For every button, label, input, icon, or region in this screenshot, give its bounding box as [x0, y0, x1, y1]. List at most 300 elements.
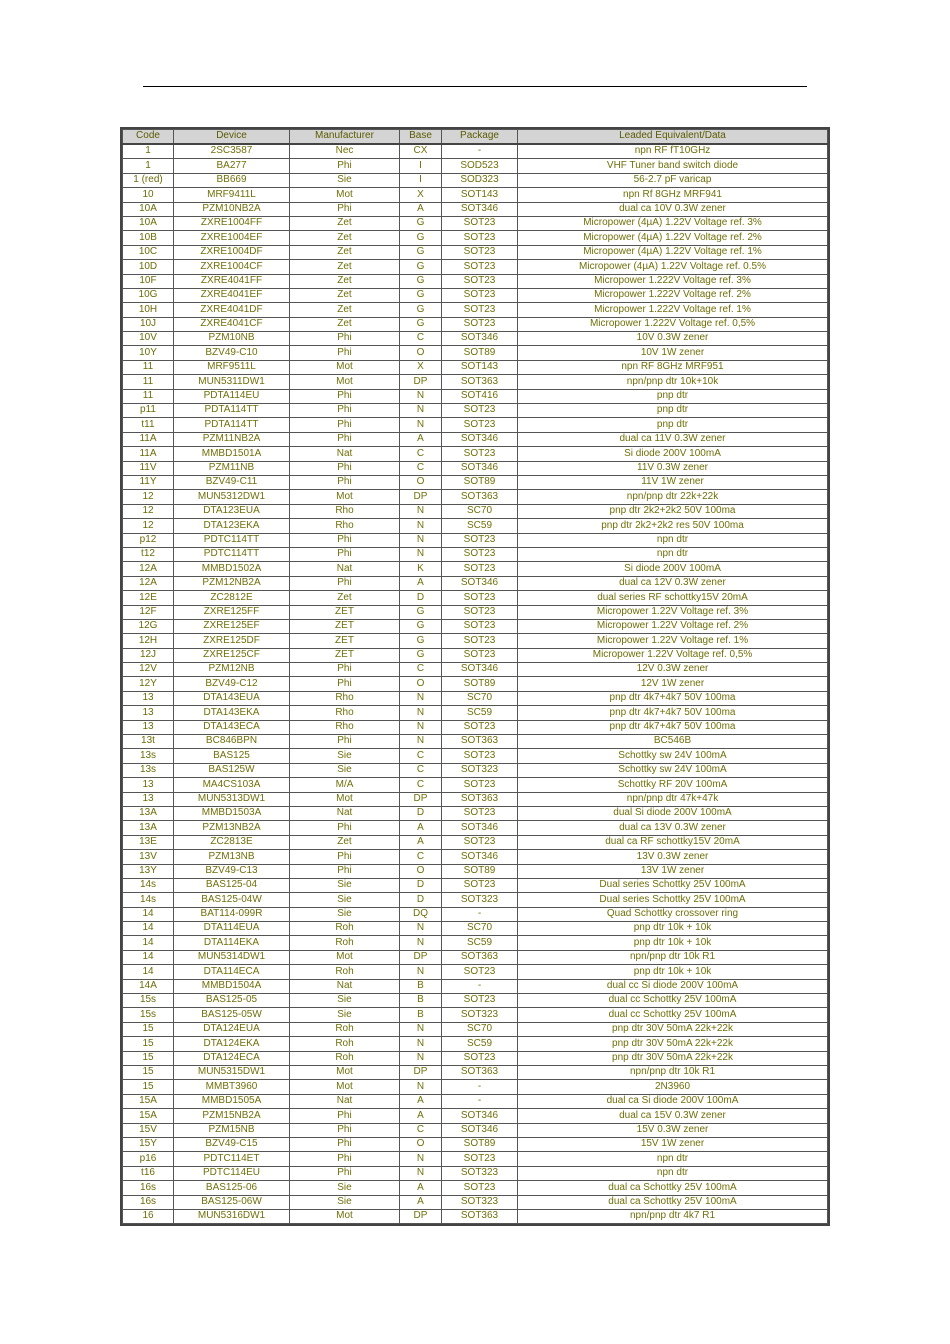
cell-package: SOT363 — [442, 735, 518, 749]
cell-package: SOT89 — [442, 677, 518, 691]
cell-package: SOT23 — [442, 288, 518, 302]
cell-manufacturer: Phi — [290, 346, 400, 360]
cell-package: SOT323 — [442, 763, 518, 777]
cell-device: MUN5312DW1 — [174, 490, 290, 504]
cell-base: G — [400, 303, 442, 317]
cell-leaded-equivalent: Dual series Schottky 25V 100mA — [518, 893, 828, 907]
cell-manufacturer: Roh — [290, 922, 400, 936]
cell-base: G — [400, 288, 442, 302]
cell-manufacturer: Phi — [290, 461, 400, 475]
cell-leaded-equivalent: npn/pnp dtr 10k+10k — [518, 375, 828, 389]
table-row — [123, 360, 828, 374]
table-row — [123, 691, 828, 705]
cell-package: SOT23 — [442, 562, 518, 576]
cell-manufacturer: Sie — [290, 763, 400, 777]
cell-leaded-equivalent: Micropower (4µA) 1.22V Voltage ref. 2% — [518, 231, 828, 245]
cell-package: SOT363 — [442, 1209, 518, 1223]
cell-base: N — [400, 1022, 442, 1036]
cell-package: SC59 — [442, 936, 518, 950]
table-row — [123, 1109, 828, 1123]
cell-package: SOT23 — [442, 547, 518, 561]
table-row — [123, 375, 828, 389]
table-row — [123, 778, 828, 792]
table-row — [123, 878, 828, 892]
cell-device: MMBT3960 — [174, 1080, 290, 1094]
cell-code: 14 — [123, 936, 174, 950]
cell-device: PZM15NB — [174, 1123, 290, 1137]
cell-base: C — [400, 663, 442, 677]
cell-manufacturer: Mot — [290, 360, 400, 374]
cell-leaded-equivalent: npn/pnp dtr 22k+22k — [518, 490, 828, 504]
smd-code-table — [122, 129, 828, 1224]
cell-leaded-equivalent: pnp dtr 2k2+2k2 50V 100ma — [518, 504, 828, 518]
cell-code: 13 — [123, 706, 174, 720]
cell-manufacturer: Zet — [290, 317, 400, 331]
cell-package: SOT363 — [442, 792, 518, 806]
cell-base: I — [400, 159, 442, 173]
cell-code: t12 — [123, 547, 174, 561]
cell-code: 15 — [123, 1066, 174, 1080]
cell-device: PZM11NB — [174, 461, 290, 475]
cell-package: SOT23 — [442, 749, 518, 763]
cell-leaded-equivalent: 15V 0.3W zener — [518, 1123, 828, 1137]
cell-base: N — [400, 1166, 442, 1180]
cell-leaded-equivalent: VHF Tuner band switch diode — [518, 159, 828, 173]
cell-leaded-equivalent: npn Rf 8GHz MRF941 — [518, 188, 828, 202]
cell-code: 15 — [123, 1037, 174, 1051]
header-manufacturer: Manufacturer — [290, 130, 400, 145]
cell-leaded-equivalent: 12V 0.3W zener — [518, 663, 828, 677]
cell-device: BAS125W — [174, 763, 290, 777]
cell-leaded-equivalent: npn dtr — [518, 1166, 828, 1180]
cell-manufacturer: Phi — [290, 332, 400, 346]
cell-leaded-equivalent: 15V 1W zener — [518, 1137, 828, 1151]
cell-device: DTA114ECA — [174, 965, 290, 979]
cell-leaded-equivalent: BC546B — [518, 735, 828, 749]
cell-device: PZM13NB2A — [174, 821, 290, 835]
cell-leaded-equivalent: npn dtr — [518, 547, 828, 561]
cell-manufacturer: Rho — [290, 519, 400, 533]
cell-manufacturer: M/A — [290, 778, 400, 792]
cell-manufacturer: Phi — [290, 1123, 400, 1137]
cell-leaded-equivalent: Micropower (4µA) 1.22V Voltage ref. 1% — [518, 245, 828, 259]
cell-base: G — [400, 216, 442, 230]
cell-device: ZC2812E — [174, 591, 290, 605]
cell-code: 10B — [123, 231, 174, 245]
cell-base: N — [400, 706, 442, 720]
cell-device: MUN5316DW1 — [174, 1209, 290, 1223]
table-row — [123, 648, 828, 662]
cell-package: SOT323 — [442, 1195, 518, 1209]
cell-base: A — [400, 202, 442, 216]
cell-code: 13E — [123, 835, 174, 849]
cell-leaded-equivalent: npn/pnp dtr 10k R1 — [518, 1066, 828, 1080]
cell-package: SOT23 — [442, 634, 518, 648]
cell-code: 12J — [123, 648, 174, 662]
header-package: Package — [442, 130, 518, 145]
cell-leaded-equivalent: dual cc Schottky 25V 100mA — [518, 1008, 828, 1022]
cell-leaded-equivalent: dual ca RF schottky15V 20mA — [518, 835, 828, 849]
cell-leaded-equivalent: 13V 1W zener — [518, 864, 828, 878]
cell-device: MRF9411L — [174, 188, 290, 202]
cell-device: MMBD1505A — [174, 1094, 290, 1108]
cell-device: DTA124ECA — [174, 1051, 290, 1065]
cell-package: SC70 — [442, 504, 518, 518]
cell-base: G — [400, 648, 442, 662]
cell-manufacturer: Phi — [290, 418, 400, 432]
cell-leaded-equivalent: dual ca 11V 0.3W zener — [518, 432, 828, 446]
cell-base: N — [400, 1080, 442, 1094]
cell-manufacturer: Zet — [290, 245, 400, 259]
cell-manufacturer: Roh — [290, 1051, 400, 1065]
cell-device: DTA143EUA — [174, 691, 290, 705]
table-row — [123, 864, 828, 878]
table-row — [123, 749, 828, 763]
cell-leaded-equivalent: pnp dtr 30V 50mA 22k+22k — [518, 1051, 828, 1065]
cell-code: 14s — [123, 893, 174, 907]
cell-base: G — [400, 619, 442, 633]
cell-package: SOT23 — [442, 878, 518, 892]
cell-device: PZM15NB2A — [174, 1109, 290, 1123]
cell-code: 12H — [123, 634, 174, 648]
cell-device: PDTA114TT — [174, 404, 290, 418]
cell-base: G — [400, 317, 442, 331]
cell-base: B — [400, 994, 442, 1008]
cell-package: SOT23 — [442, 619, 518, 633]
cell-package: SOT363 — [442, 1066, 518, 1080]
cell-code: 10A — [123, 202, 174, 216]
table-row — [123, 245, 828, 259]
cell-base: N — [400, 519, 442, 533]
cell-base: G — [400, 245, 442, 259]
cell-code: 13 — [123, 691, 174, 705]
cell-code: 10A — [123, 216, 174, 230]
cell-code: 12V — [123, 663, 174, 677]
cell-manufacturer: Nat — [290, 806, 400, 820]
table-row — [123, 806, 828, 820]
cell-manufacturer: ZET — [290, 634, 400, 648]
cell-code: 11V — [123, 461, 174, 475]
cell-package: SOT346 — [442, 850, 518, 864]
cell-code: 11 — [123, 375, 174, 389]
cell-code: 13t — [123, 735, 174, 749]
cell-code: 11 — [123, 389, 174, 403]
header-rule — [143, 86, 807, 87]
cell-leaded-equivalent: Micropower 1.22V Voltage ref. 2% — [518, 619, 828, 633]
cell-device: DTA123EUA — [174, 504, 290, 518]
cell-leaded-equivalent: pnp dtr 30V 50mA 22k+22k — [518, 1037, 828, 1051]
cell-manufacturer: Mot — [290, 950, 400, 964]
cell-base: D — [400, 806, 442, 820]
cell-base: C — [400, 763, 442, 777]
cell-device: PDTA114EU — [174, 389, 290, 403]
table-row — [123, 1209, 828, 1223]
table-row — [123, 634, 828, 648]
smd-code-table-container — [120, 127, 830, 1226]
cell-base: D — [400, 878, 442, 892]
cell-package: SOT23 — [442, 648, 518, 662]
cell-leaded-equivalent: dual Si diode 200V 100mA — [518, 806, 828, 820]
table-row — [123, 231, 828, 245]
cell-code: 10V — [123, 332, 174, 346]
cell-manufacturer: Phi — [290, 547, 400, 561]
cell-manufacturer: Phi — [290, 821, 400, 835]
cell-manufacturer: Zet — [290, 303, 400, 317]
cell-code: 15 — [123, 1051, 174, 1065]
cell-code: 14 — [123, 950, 174, 964]
cell-leaded-equivalent: pnp dtr 10k + 10k — [518, 965, 828, 979]
cell-package: SOT23 — [442, 274, 518, 288]
cell-code: 1 — [123, 144, 174, 159]
cell-code: 10G — [123, 288, 174, 302]
cell-manufacturer: Phi — [290, 1152, 400, 1166]
table-row — [123, 432, 828, 446]
cell-manufacturer: Zet — [290, 288, 400, 302]
cell-base: N — [400, 404, 442, 418]
cell-code: 15Y — [123, 1137, 174, 1151]
cell-manufacturer: Phi — [290, 159, 400, 173]
cell-device: DTA124EKA — [174, 1037, 290, 1051]
cell-leaded-equivalent: dual cc Schottky 25V 100mA — [518, 994, 828, 1008]
cell-leaded-equivalent: Micropower 1.22V Voltage ref. 1% — [518, 634, 828, 648]
cell-leaded-equivalent: Micropower 1.22V Voltage ref. 3% — [518, 605, 828, 619]
cell-manufacturer: ZET — [290, 605, 400, 619]
cell-base: DQ — [400, 907, 442, 921]
cell-base: A — [400, 835, 442, 849]
cell-base: DP — [400, 950, 442, 964]
cell-package: SOT89 — [442, 475, 518, 489]
cell-code: t16 — [123, 1166, 174, 1180]
table-row — [123, 1123, 828, 1137]
cell-code: 15 — [123, 1022, 174, 1036]
table-row — [123, 504, 828, 518]
table-row — [123, 763, 828, 777]
cell-package: SC59 — [442, 1037, 518, 1051]
table-row — [123, 907, 828, 921]
cell-package: - — [442, 979, 518, 993]
cell-device: PZM10NB2A — [174, 202, 290, 216]
cell-manufacturer: Phi — [290, 475, 400, 489]
cell-device: PDTC114ET — [174, 1152, 290, 1166]
cell-base: O — [400, 475, 442, 489]
cell-base: N — [400, 533, 442, 547]
table-row — [123, 735, 828, 749]
cell-code: 15V — [123, 1123, 174, 1137]
cell-manufacturer: Phi — [290, 1166, 400, 1180]
cell-manufacturer: Phi — [290, 432, 400, 446]
cell-base: DP — [400, 792, 442, 806]
cell-device: 2SC3587 — [174, 144, 290, 159]
cell-base: CX — [400, 144, 442, 159]
cell-base: N — [400, 735, 442, 749]
cell-package: SOT346 — [442, 1109, 518, 1123]
cell-device: MRF9511L — [174, 360, 290, 374]
table-row — [123, 202, 828, 216]
cell-code: 11 — [123, 360, 174, 374]
cell-manufacturer: Nec — [290, 144, 400, 159]
header-device: Device — [174, 130, 290, 145]
cell-device: MUN5315DW1 — [174, 1066, 290, 1080]
cell-device: BA277 — [174, 159, 290, 173]
cell-base: A — [400, 1094, 442, 1108]
cell-package: SOT346 — [442, 821, 518, 835]
cell-code: 1 (red) — [123, 173, 174, 187]
cell-package: SOT23 — [442, 317, 518, 331]
table-row — [123, 1181, 828, 1195]
header-code: Code — [123, 130, 174, 145]
cell-base: O — [400, 346, 442, 360]
cell-code: 10H — [123, 303, 174, 317]
cell-base: G — [400, 274, 442, 288]
cell-manufacturer: Rho — [290, 504, 400, 518]
cell-leaded-equivalent: 2N3960 — [518, 1080, 828, 1094]
cell-base: B — [400, 1008, 442, 1022]
cell-base: N — [400, 965, 442, 979]
cell-package: SOT23 — [442, 1152, 518, 1166]
table-body — [123, 144, 828, 1224]
cell-package: SOT89 — [442, 346, 518, 360]
table-row — [123, 619, 828, 633]
cell-device: MUN5314DW1 — [174, 950, 290, 964]
cell-package: SOT23 — [442, 447, 518, 461]
cell-package: - — [442, 1094, 518, 1108]
table-row — [123, 519, 828, 533]
table-row — [123, 1152, 828, 1166]
cell-base: G — [400, 634, 442, 648]
cell-device: PZM11NB2A — [174, 432, 290, 446]
cell-leaded-equivalent: npn RF fT10GHz — [518, 144, 828, 159]
cell-leaded-equivalent: 10V 0.3W zener — [518, 332, 828, 346]
cell-device: MMBD1503A — [174, 806, 290, 820]
table-row — [123, 835, 828, 849]
cell-code: 13Y — [123, 864, 174, 878]
cell-base: K — [400, 562, 442, 576]
cell-package: SOT23 — [442, 778, 518, 792]
cell-code: 15A — [123, 1094, 174, 1108]
cell-manufacturer: Roh — [290, 936, 400, 950]
cell-package: SOT23 — [442, 720, 518, 734]
cell-leaded-equivalent: npn/pnp dtr 4k7 R1 — [518, 1209, 828, 1223]
cell-package: SOD323 — [442, 173, 518, 187]
table-row — [123, 1195, 828, 1209]
cell-manufacturer: Sie — [290, 1195, 400, 1209]
table-row — [123, 404, 828, 418]
cell-base: DP — [400, 1209, 442, 1223]
cell-leaded-equivalent: dual cc Si diode 200V 100mA — [518, 979, 828, 993]
cell-code: 13 — [123, 720, 174, 734]
cell-base: N — [400, 547, 442, 561]
cell-manufacturer: Nat — [290, 562, 400, 576]
cell-device: PZM12NB — [174, 663, 290, 677]
cell-leaded-equivalent: Micropower (4µA) 1.22V Voltage ref. 3% — [518, 216, 828, 230]
cell-device: DTA114EKA — [174, 936, 290, 950]
cell-leaded-equivalent: npn RF 8GHz MRF951 — [518, 360, 828, 374]
cell-base: N — [400, 504, 442, 518]
cell-device: BZV49-C13 — [174, 864, 290, 878]
cell-package: SOT23 — [442, 1181, 518, 1195]
cell-code: 12G — [123, 619, 174, 633]
cell-leaded-equivalent: Si diode 200V 100mA — [518, 447, 828, 461]
cell-manufacturer: Rho — [290, 720, 400, 734]
cell-device: BAS125-04 — [174, 878, 290, 892]
cell-package: SC59 — [442, 519, 518, 533]
cell-base: I — [400, 173, 442, 187]
cell-device: MUN5313DW1 — [174, 792, 290, 806]
cell-manufacturer: Zet — [290, 260, 400, 274]
cell-device: DTA123EKA — [174, 519, 290, 533]
cell-device: ZXRE4041FF — [174, 274, 290, 288]
cell-code: 15A — [123, 1109, 174, 1123]
table-row — [123, 1008, 828, 1022]
cell-leaded-equivalent: Micropower (4µA) 1.22V Voltage ref. 0.5% — [518, 260, 828, 274]
cell-device: PDTC114TT — [174, 547, 290, 561]
cell-code: 12A — [123, 562, 174, 576]
table-row — [123, 144, 828, 159]
cell-leaded-equivalent: Micropower 1.222V Voltage ref. 2% — [518, 288, 828, 302]
cell-package: SOT363 — [442, 375, 518, 389]
cell-base: D — [400, 591, 442, 605]
table-row — [123, 461, 828, 475]
cell-manufacturer: Mot — [290, 1080, 400, 1094]
cell-package: SOT363 — [442, 950, 518, 964]
cell-package: - — [442, 144, 518, 159]
table-row — [123, 159, 828, 173]
cell-package: SC59 — [442, 706, 518, 720]
cell-base: B — [400, 979, 442, 993]
cell-package: SC70 — [442, 922, 518, 936]
cell-package: SOT23 — [442, 1051, 518, 1065]
cell-device: BZV49-C15 — [174, 1137, 290, 1151]
cell-device: MMBD1504A — [174, 979, 290, 993]
cell-package: SOT23 — [442, 260, 518, 274]
cell-code: 12Y — [123, 677, 174, 691]
cell-leaded-equivalent: dual ca 10V 0.3W zener — [518, 202, 828, 216]
cell-device: BC846BPN — [174, 735, 290, 749]
cell-device: PZM12NB2A — [174, 576, 290, 590]
cell-base: N — [400, 1051, 442, 1065]
cell-code: 14s — [123, 878, 174, 892]
cell-manufacturer: Zet — [290, 216, 400, 230]
cell-leaded-equivalent: Schottky sw 24V 100mA — [518, 763, 828, 777]
table-row — [123, 979, 828, 993]
cell-manufacturer: Phi — [290, 677, 400, 691]
cell-manufacturer: ZET — [290, 619, 400, 633]
cell-code: 12A — [123, 576, 174, 590]
cell-base: N — [400, 922, 442, 936]
cell-manufacturer: Phi — [290, 1137, 400, 1151]
cell-leaded-equivalent: Micropower 1.222V Voltage ref. 1% — [518, 303, 828, 317]
cell-base: C — [400, 749, 442, 763]
cell-device: ZXRE125EF — [174, 619, 290, 633]
cell-code: 16s — [123, 1181, 174, 1195]
cell-base: A — [400, 1181, 442, 1195]
cell-code: p16 — [123, 1152, 174, 1166]
cell-manufacturer: Phi — [290, 533, 400, 547]
cell-device: BB669 — [174, 173, 290, 187]
cell-manufacturer: Mot — [290, 490, 400, 504]
cell-manufacturer: Sie — [290, 173, 400, 187]
table-row — [123, 303, 828, 317]
table-row — [123, 821, 828, 835]
cell-leaded-equivalent: 11V 0.3W zener — [518, 461, 828, 475]
header-base: Base — [400, 130, 442, 145]
cell-leaded-equivalent: pnp dtr 4k7+4k7 50V 100ma — [518, 706, 828, 720]
cell-device: PDTC114TT — [174, 533, 290, 547]
cell-leaded-equivalent: dual ca Schottky 25V 100mA — [518, 1195, 828, 1209]
table-row — [123, 418, 828, 432]
cell-device: ZXRE4041EF — [174, 288, 290, 302]
cell-code: 1 — [123, 159, 174, 173]
